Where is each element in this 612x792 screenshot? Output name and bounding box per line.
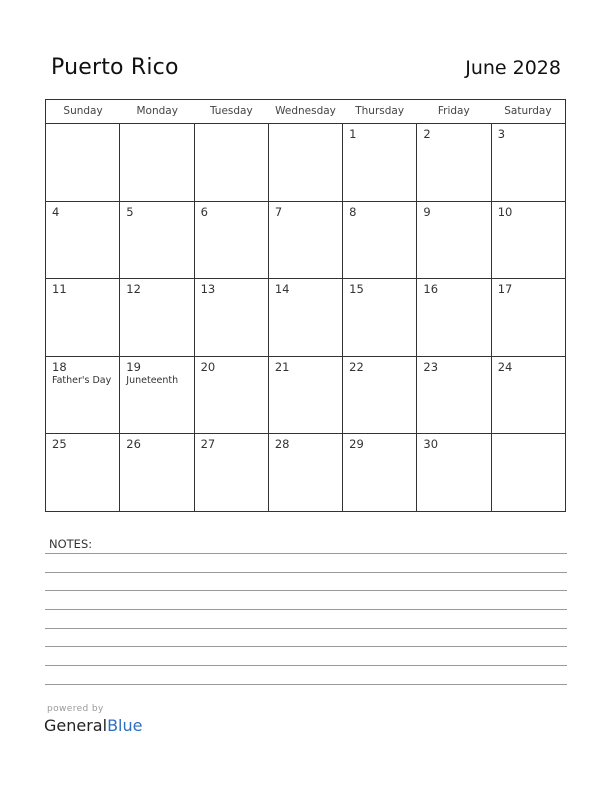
note-line (45, 572, 567, 573)
day-number: 1 (349, 127, 357, 141)
day-cell (120, 124, 194, 201)
day-cell (46, 279, 120, 356)
day-cell (343, 279, 417, 356)
holiday-label: Juneteenth (126, 374, 179, 386)
day-cell (120, 357, 194, 434)
day-cell (343, 357, 417, 434)
day-number: 20 (200, 359, 216, 374)
powered-by-text: powered by (47, 704, 104, 714)
note-line (45, 609, 567, 610)
day-number: 29 (349, 437, 364, 452)
day-cell (492, 124, 565, 201)
day-cell (417, 279, 491, 356)
day-number: 3 (497, 127, 506, 141)
weeks-container (46, 124, 565, 512)
day-cell (417, 434, 491, 512)
calendar-grid (45, 99, 566, 512)
day-cell (46, 124, 120, 201)
day-number: 27 (200, 437, 216, 452)
notes-label: NOTES: (49, 537, 93, 551)
brand-blue: Blue (107, 716, 143, 735)
day-number: 6 (200, 204, 208, 219)
day-number: 13 (200, 282, 216, 297)
day-cell (417, 124, 491, 201)
day-number: 10 (497, 204, 513, 219)
note-line (45, 684, 567, 685)
day-cell (492, 202, 565, 279)
day-number: 24 (497, 359, 513, 374)
day-number: 8 (349, 204, 357, 219)
day-number: 21 (274, 359, 290, 374)
day-cell (120, 434, 194, 512)
day-number: 16 (423, 282, 439, 297)
day-cell (492, 279, 565, 356)
day-number: 18 (52, 359, 67, 374)
day-number: 9 (423, 204, 431, 219)
day-cell (417, 357, 491, 434)
holiday-label: Father's Day (52, 374, 112, 386)
day-cell (120, 202, 194, 279)
day-cell (269, 357, 343, 434)
weekday-monday: Monday (136, 105, 178, 117)
brand-logo[interactable] (44, 716, 142, 735)
week-row (46, 434, 565, 512)
day-cell (195, 124, 269, 201)
day-cell (120, 279, 194, 356)
day-cell (492, 357, 565, 434)
week-row (46, 279, 565, 357)
day-number: 17 (497, 282, 513, 297)
day-cell (269, 124, 343, 201)
day-cell (269, 279, 343, 356)
day-cell (343, 434, 417, 512)
day-number: 25 (52, 437, 67, 452)
day-cell (492, 434, 565, 512)
day-cell (343, 202, 417, 279)
week-row (46, 357, 565, 435)
day-number: 11 (52, 282, 67, 297)
day-cell (417, 202, 491, 279)
note-line (45, 628, 567, 629)
day-number: 15 (349, 282, 364, 297)
day-cell (46, 357, 120, 434)
day-number: 12 (126, 282, 141, 297)
day-cell (46, 202, 120, 279)
note-line (45, 665, 567, 666)
day-cell (269, 434, 343, 512)
day-number: 22 (349, 359, 364, 374)
weekday-header-row (46, 100, 565, 124)
day-cell (195, 202, 269, 279)
day-number: 5 (126, 204, 134, 219)
day-cell (195, 434, 269, 512)
day-number: 14 (274, 282, 290, 297)
day-number: 19 (126, 359, 141, 374)
day-number: 30 (423, 437, 439, 452)
note-line (45, 590, 567, 591)
country-title: Puerto Rico (51, 55, 179, 80)
day-cell (195, 357, 269, 434)
note-line (45, 553, 567, 554)
day-cell (46, 434, 120, 512)
brand-general: General (44, 716, 108, 735)
day-number: 28 (274, 437, 290, 452)
week-row (46, 124, 565, 202)
weekday-tuesday: Tuesday (209, 105, 253, 117)
weekday-thursday: Thursday (355, 105, 405, 117)
day-cell (195, 279, 269, 356)
weekday-friday: Friday (437, 105, 470, 117)
day-cell (343, 124, 417, 201)
day-number: 26 (126, 437, 141, 452)
month-year: June 2028 (465, 57, 561, 79)
day-number: 4 (52, 204, 60, 219)
weekday-wednesday: Wednesday (275, 105, 336, 117)
note-line (45, 646, 567, 647)
weekday-sunday: Sunday (63, 105, 103, 117)
day-number: 7 (274, 204, 283, 219)
day-cell (269, 202, 343, 279)
day-number: 2 (423, 127, 431, 141)
week-row (46, 202, 565, 280)
day-number: 23 (423, 359, 439, 374)
weekday-saturday: Saturday (504, 105, 552, 117)
